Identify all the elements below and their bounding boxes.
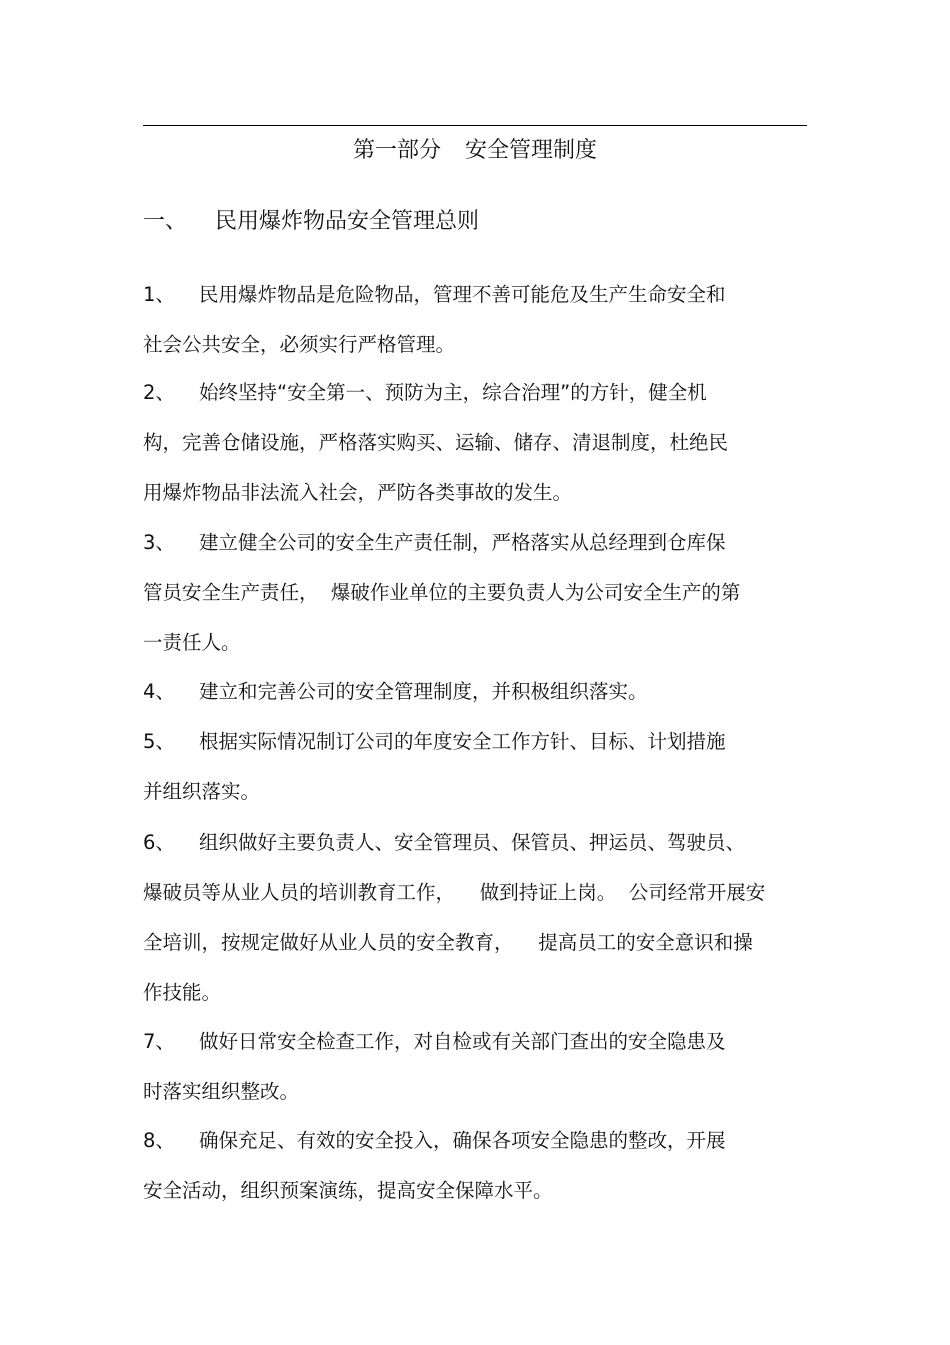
- section-number: 一、: [143, 209, 188, 234]
- item-text: 社会公共安全，必须实行严格管理。: [143, 333, 456, 356]
- item-number: 8、: [143, 1129, 175, 1152]
- item-text: 始终坚持“安全第一、预防为主，综合治理”的方针，健全机: [199, 381, 707, 404]
- item-number: 2、: [143, 381, 175, 404]
- part-title: 第一部分: [352, 138, 441, 163]
- page-title: [0, 134, 950, 168]
- item-text: 安全活动，组织预案演练，提高安全保障水平。: [143, 1179, 553, 1202]
- item-text: 建立健全公司的安全生产责任制，严格落实从总经理到仓库保: [199, 531, 726, 554]
- item-number: 6、: [143, 831, 175, 854]
- list-item: [143, 667, 807, 717]
- item-text: 用爆炸物品非法流入社会，严防各类事故的发生。: [143, 481, 573, 504]
- list-item: [143, 1116, 807, 1216]
- item-text: 爆破员等从业人员的培训教育工作， 做到持证上岗。 公司经常开展安: [143, 881, 766, 904]
- list-item: [143, 717, 807, 817]
- item-text: 管员安全生产责任， 爆破作业单位的主要负责人为公司安全生产的第: [143, 581, 741, 604]
- item-number: 4、: [143, 680, 175, 703]
- item-text: 时落实组织整改。: [143, 1080, 300, 1103]
- item-text: 并组织落实。: [143, 780, 261, 803]
- part-subtitle: 安全管理制度: [465, 138, 598, 163]
- item-text: 作技能。: [143, 981, 222, 1004]
- item-text: 建立和完善公司的安全管理制度，并积极组织落实。: [199, 680, 648, 703]
- item-text: 根据实际情况制订公司的年度安全工作方针、目标、计划措施: [199, 730, 726, 753]
- list-item: [143, 818, 807, 1018]
- list-item: [143, 368, 807, 518]
- list-item: [143, 518, 807, 668]
- header-rule: [143, 125, 807, 126]
- item-number: 3、: [143, 531, 175, 554]
- item-text: 全培训，按规定做好从业人员的安全教育， 提高员工的安全意识和操: [143, 931, 753, 954]
- item-number: 1、: [143, 283, 175, 306]
- section-title: 民用爆炸物品安全管理总则: [215, 209, 480, 234]
- item-text: 民用爆炸物品是危险物品，管理不善可能危及生产生命安全和: [199, 283, 726, 306]
- list-item: [143, 270, 807, 370]
- item-text: 一责任人。: [143, 631, 241, 654]
- item-text: 构，完善仓储设施，严格落实购买、运输、储存、清退制度，杜绝民: [143, 431, 729, 454]
- item-text: 确保充足、有效的安全投入，确保各项安全隐患的整改，开展: [199, 1129, 726, 1152]
- item-text: 做好日常安全检查工作，对自检或有关部门查出的安全隐患及: [199, 1030, 726, 1053]
- section-heading: [143, 205, 479, 239]
- item-number: 5、: [143, 730, 175, 753]
- list-item: [143, 1017, 807, 1117]
- item-number: 7、: [143, 1030, 175, 1053]
- item-text: 组织做好主要负责人、安全管理员、保管员、押运员、驾驶员、: [199, 831, 746, 854]
